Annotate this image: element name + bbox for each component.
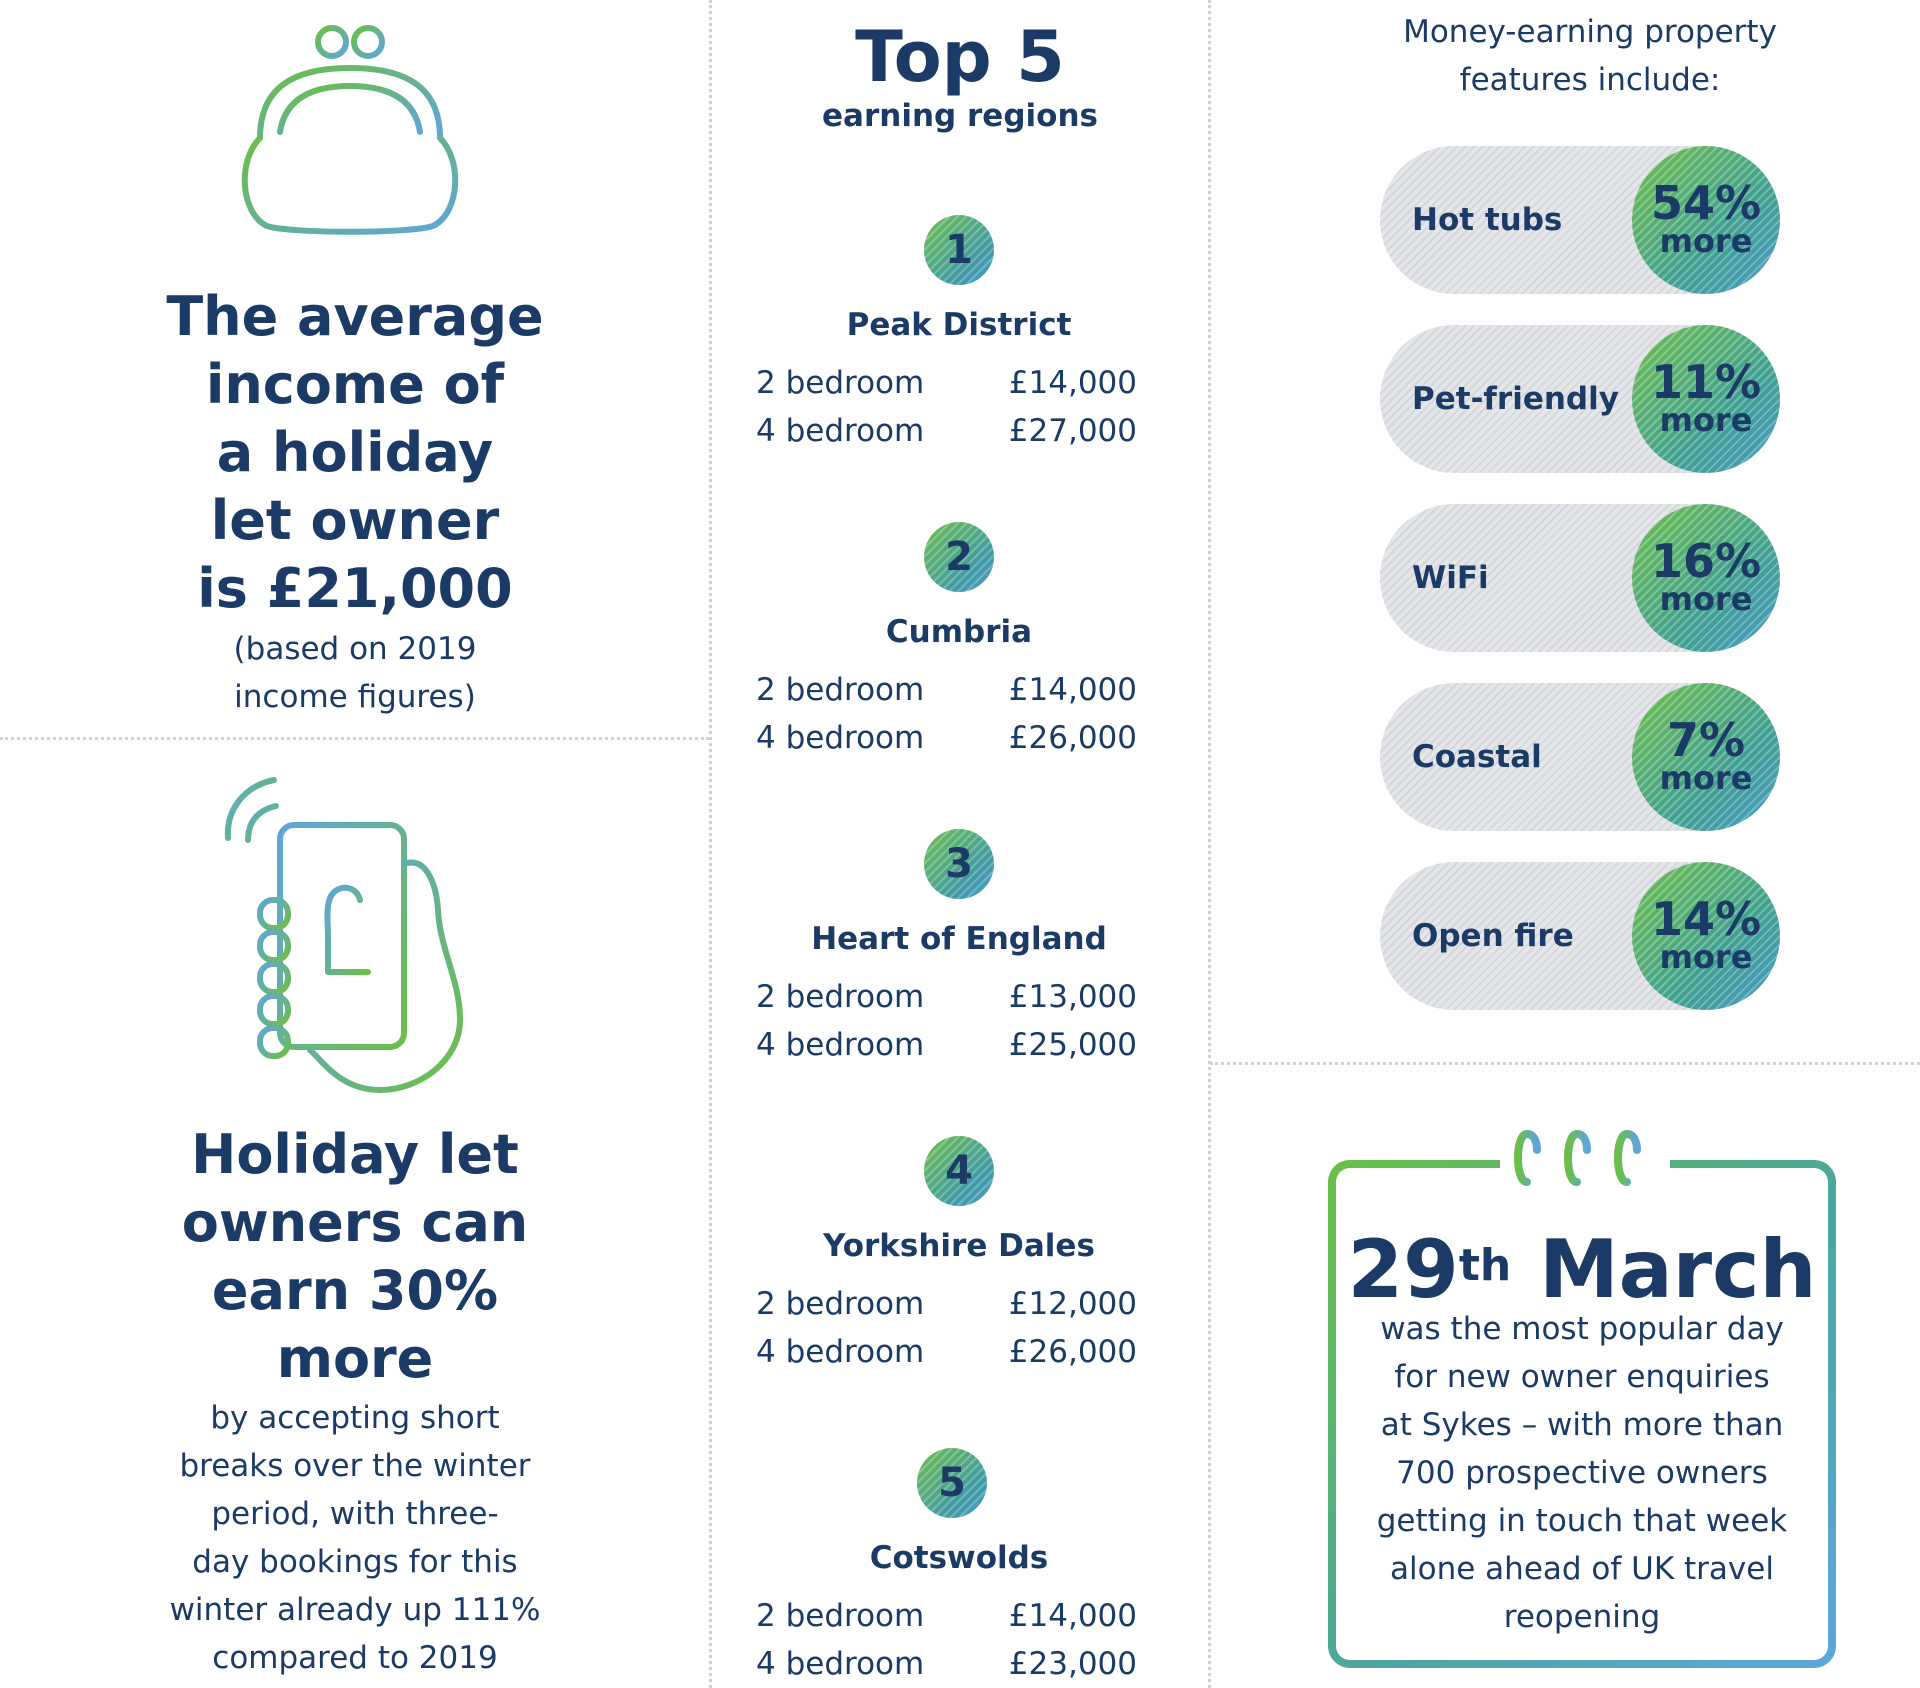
top5-subtitle: earning regions: [822, 98, 1098, 134]
region-row-value: £12,000: [1008, 1286, 1137, 1322]
region-name: Heart of England: [811, 921, 1107, 957]
feature-percent: 7%: [1666, 713, 1746, 767]
winter-text-line: by accepting short: [210, 1400, 500, 1436]
purse-icon: [230, 20, 480, 250]
region-row-value: £27,000: [1008, 413, 1137, 449]
winter-headline-line: Holiday let: [191, 1123, 519, 1186]
region-row-label: 4 bedroom: [756, 1646, 925, 1682]
region-rank-badge: 4: [924, 1136, 994, 1206]
feature-percent: 54%: [1650, 176, 1762, 230]
feature-more-label: more: [1659, 401, 1753, 439]
march-title: [1328, 1225, 1836, 1315]
row-separator-right: [1210, 1062, 1920, 1065]
region-row-label: 4 bedroom: [756, 1027, 925, 1063]
feature-more-label: more: [1659, 580, 1753, 618]
feature-pill: [1380, 862, 1780, 1010]
features-intro: [1340, 8, 1840, 104]
feature-pill: [1380, 504, 1780, 652]
income-note-line: income figures): [234, 679, 476, 715]
feature-label: Coastal: [1412, 739, 1542, 775]
march-text-line: reopening: [1503, 1599, 1661, 1635]
income-note: [120, 625, 590, 721]
region-name: Cumbria: [885, 614, 1033, 650]
region-row-value: £26,000: [1008, 1334, 1137, 1370]
winter-headline: [120, 1121, 590, 1393]
feature-more-label: more: [1659, 938, 1753, 976]
winter-text-line: winter already up 111%: [169, 1592, 541, 1628]
march-text-line: 700 prospective owners: [1396, 1455, 1768, 1491]
winter-headline-line: owners can: [181, 1191, 529, 1254]
region-row-value: £13,000: [1008, 979, 1137, 1015]
march-day: 29: [1347, 1223, 1459, 1316]
region-row-value: £14,000: [1008, 672, 1137, 708]
region-rank-badge: 3: [924, 829, 994, 899]
feature-percent: 16%: [1650, 534, 1762, 588]
region-rank-badge: 2: [924, 522, 994, 592]
feature-more-label: more: [1659, 222, 1753, 260]
winter-text-line: period, with three-: [211, 1496, 499, 1532]
march-text: [1348, 1305, 1816, 1641]
winter-headline-line: more: [276, 1327, 434, 1390]
winter-text-line: compared to 2019: [212, 1640, 498, 1676]
feature-more-label: more: [1659, 759, 1753, 797]
winter-text: [140, 1394, 570, 1682]
march-month: March: [1539, 1223, 1817, 1316]
march-day-suffix: th: [1458, 1240, 1512, 1291]
region-row-value: £14,000: [1008, 1598, 1137, 1634]
income-headline-line: The average: [166, 285, 544, 348]
income-headline-line: is £21,000: [197, 557, 513, 620]
region-row-label: 2 bedroom: [756, 1598, 925, 1634]
feature-pill: [1380, 146, 1780, 294]
top5-title: Top 5: [855, 16, 1065, 98]
region-row-label: 4 bedroom: [756, 1334, 925, 1370]
feature-label: Pet-friendly: [1412, 381, 1619, 417]
feature-pill: [1380, 325, 1780, 473]
region-rank-badge: 5: [917, 1448, 987, 1518]
region-name: Yorkshire Dales: [823, 1228, 1095, 1264]
region-row-value: £26,000: [1008, 720, 1137, 756]
march-text-line: getting in touch that week: [1376, 1503, 1788, 1539]
feature-percent-badge: [1632, 504, 1780, 652]
march-text-line: at Sykes – with more than: [1380, 1407, 1784, 1443]
phone-pound-icon: [210, 760, 490, 1100]
winter-headline-line: earn 30%: [211, 1259, 499, 1322]
features-intro-line: Money-earning property: [1403, 14, 1777, 50]
feature-pill: [1380, 683, 1780, 831]
march-text-line: for new owner enquiries: [1394, 1359, 1770, 1395]
region-row-label: 2 bedroom: [756, 672, 925, 708]
feature-percent: 14%: [1650, 892, 1762, 946]
row-separator-left: [0, 737, 709, 740]
feature-label: Open fire: [1412, 918, 1574, 954]
march-text-line: alone ahead of UK travel: [1390, 1551, 1774, 1587]
region-rank-badge: 1: [924, 215, 994, 285]
region-name: Cotswolds: [869, 1540, 1049, 1576]
region-name: Peak District: [846, 307, 1072, 343]
column-separator-right: [1208, 0, 1211, 1688]
winter-text-line: breaks over the winter: [179, 1448, 531, 1484]
column-separator-left: [709, 0, 712, 1688]
calendar-rings-icon: [1505, 1120, 1665, 1200]
region-row-value: £14,000: [1008, 365, 1137, 401]
feature-percent: 11%: [1650, 355, 1762, 409]
income-headline-line: let owner: [210, 489, 500, 552]
region-row-value: £25,000: [1008, 1027, 1137, 1063]
features-intro-line: features include:: [1459, 62, 1721, 98]
feature-percent-badge: [1632, 325, 1780, 473]
income-headline: [120, 283, 590, 623]
region-row-label: 2 bedroom: [756, 365, 925, 401]
region-row-label: 2 bedroom: [756, 1286, 925, 1322]
income-headline-line: income of: [205, 353, 505, 416]
feature-percent-badge: [1632, 862, 1780, 1010]
feature-percent-badge: [1632, 683, 1780, 831]
feature-percent-badge: [1632, 146, 1780, 294]
region-row-value: £23,000: [1008, 1646, 1137, 1682]
region-row-label: 2 bedroom: [756, 979, 925, 1015]
feature-label: WiFi: [1412, 560, 1489, 596]
winter-text-line: day bookings for this: [192, 1544, 518, 1580]
income-headline-line: a holiday: [216, 421, 494, 484]
region-row-label: 4 bedroom: [756, 720, 925, 756]
feature-label: Hot tubs: [1412, 202, 1563, 238]
region-row-label: 4 bedroom: [756, 413, 925, 449]
income-note-line: (based on 2019: [233, 631, 477, 667]
march-text-line: was the most popular day: [1380, 1311, 1784, 1347]
